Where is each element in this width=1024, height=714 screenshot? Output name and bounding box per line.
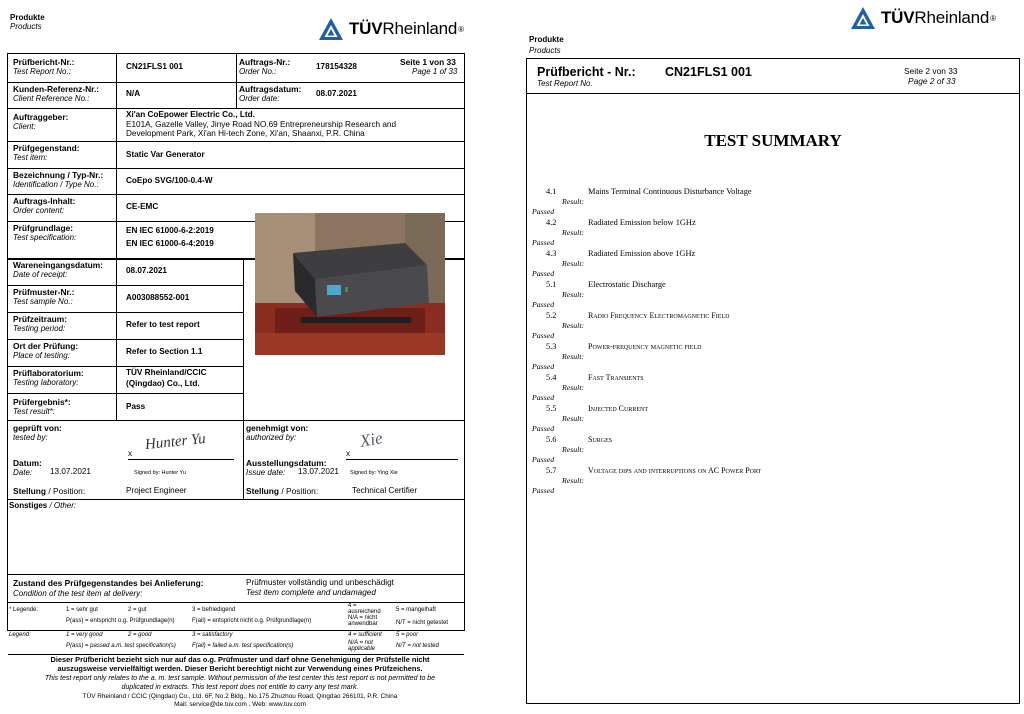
summary-result-label: Result:: [562, 259, 585, 268]
testing-period-value: Refer to test report: [126, 320, 200, 329]
logo-registered: ®: [990, 13, 997, 23]
signature-tested: Hunter Yu: [144, 430, 207, 454]
condition-label: Zustand des Prüfgegenstandes bei Anlieferung:: [13, 578, 204, 588]
footer-address: TÜV Rheinland / CCIC (Qingdao) Co., Ltd. 6F, No.2 Bldg., No.175 Zhuzhou Road, Qingdao 266101, P.R. China: [82, 693, 398, 700]
report-no-label-en-p2: Test Report No.: [537, 79, 593, 88]
condition-label-en: Condition of the test item at delivery:: [13, 589, 143, 598]
testing-lab-value-2: (Qingdao) Co., Ltd.: [126, 379, 200, 388]
logo-rheinland: Rheinland: [382, 19, 458, 38]
summary-item-name: Radiated Emission below 1GHz: [588, 218, 696, 227]
order-no-label-en: Order No.:: [239, 67, 277, 76]
date-label: Datum:: [13, 458, 42, 468]
summary-item-name: Fast Transients: [588, 373, 644, 382]
test-result-label-en: Test result*:: [13, 407, 55, 416]
summary-result-value: Passed: [532, 362, 555, 371]
legend-de-2: 2 = gut: [128, 607, 147, 613]
order-date-label-en: Order date:: [239, 94, 280, 103]
test-spec-label: Prüfgrundlage:: [13, 223, 74, 233]
report-cover-page: [0, 0, 480, 714]
legend-en-fail: F(ail) = failed a.m. test specification(s): [192, 643, 294, 649]
page-of-label-en: Page 1 of 33: [412, 67, 458, 76]
position-label-1: Stellung / Position:: [13, 486, 86, 496]
testing-period-label: Prüfzeitraum:: [13, 314, 67, 324]
order-content-label-en: Order content:: [13, 206, 65, 215]
summary-result-value: Passed: [532, 393, 555, 402]
position-label-2: Stellung / Position:: [246, 486, 319, 496]
summary-item: [546, 311, 729, 321]
signed-by-tested: Signed by: Hunter Yu: [134, 470, 186, 476]
summary-item-number: 5.1: [546, 280, 557, 289]
test-spec-value-1: EN IEC 61000-6-2:2019: [126, 226, 214, 235]
authorized-by-label: genehmigt von:: [246, 423, 309, 433]
legend-de-1: 1 = sehr gut: [66, 607, 98, 613]
legend-de-nt: N/T = nicht getestet: [396, 620, 449, 626]
test-item-photo: [255, 213, 445, 355]
summary-item-number: 5.2: [546, 311, 557, 320]
date-value: 13.07.2021: [50, 467, 91, 476]
summary-item: [546, 404, 648, 414]
client-label: Auftraggeber:: [13, 112, 69, 122]
order-content-value: CE-EMC: [126, 202, 159, 211]
client-ref-value: N/A: [126, 89, 141, 98]
condition-value: Prüfmuster vollständig und unbeschädigt: [246, 578, 394, 587]
logo-registered: ®: [458, 24, 465, 34]
summary-item: [546, 280, 666, 290]
tuv-triangle-icon: [850, 6, 876, 30]
summary-item-number: 5.4: [546, 373, 557, 382]
client-label-en: Client:: [13, 122, 36, 131]
summary-result-label: Result:: [562, 414, 585, 423]
summary-result-label: Result:: [562, 197, 585, 206]
summary-item-name: Radiated Emission above 1GHz: [588, 249, 696, 258]
products-label-p2: Produkte: [529, 35, 564, 44]
client-ref-label: Kunden-Referenz-Nr.:: [13, 84, 100, 94]
legend-en-4: 4 = sufficient: [348, 632, 382, 638]
summary-item-name: Injected Current: [588, 404, 648, 413]
test-item-label-en: Test item:: [13, 153, 48, 162]
place-of-testing-label: Ort der Prüfung:: [13, 341, 79, 351]
legend-de-na: N/A = nicht anwendbar: [348, 615, 378, 627]
page-of-label: Seite 1 von 33: [400, 57, 456, 67]
testing-lab-label-en: Testing laboratory:: [13, 378, 79, 387]
test-item-value: Static Var Generator: [126, 150, 205, 159]
footer-contact: Mail: service@de.tuv.com , Web: www.tuv.com: [174, 701, 306, 708]
tested-by-label: geprüft von:: [13, 423, 62, 433]
summary-result-value: Passed: [532, 424, 555, 433]
summary-item-number: 5.6: [546, 435, 557, 444]
disclaimer-en-line2: duplicated in extracts. This test report does not entitle to carry any test mark.: [121, 684, 359, 691]
legend-de-5: 5 = mangelhaft: [396, 607, 436, 613]
summary-result-value: Passed: [532, 455, 555, 464]
summary-item: [546, 249, 695, 259]
products-label-en: Products: [10, 22, 42, 31]
summary-item-number: 5.7: [546, 466, 557, 475]
summary-result-label: Result:: [562, 445, 585, 454]
summary-item-number: 4.2: [546, 218, 557, 227]
summary-item-number: 4.1: [546, 187, 557, 196]
legend-en-3: 3 = satisfactory: [192, 632, 233, 638]
order-date-value: 08.07.2021: [316, 89, 357, 98]
report-no-value: CN21FLS1 001: [126, 62, 183, 71]
summary-item: [546, 435, 612, 445]
test-spec-label-en: Test specification:: [13, 233, 77, 242]
identification-label-en: Identification / Type No.:: [13, 180, 99, 189]
issue-date-label: Ausstellungsdatum:: [246, 458, 327, 468]
summary-item-name: Power-frequency magnetic field: [588, 342, 702, 351]
products-label-en-p2: Products: [529, 46, 561, 55]
test-result-label: Prüfergebnis*:: [13, 397, 71, 407]
report-no-label-en: Test Report No.:: [13, 67, 71, 76]
receipt-date-label-en: Date of receipt:: [13, 270, 68, 279]
summary-title: TEST SUMMARY: [704, 131, 842, 150]
legend-de-3: 3 = befriedigend: [192, 607, 236, 613]
summary-item: [546, 466, 761, 476]
summary-item: [546, 373, 644, 383]
logo-tuv: TÜV: [349, 19, 383, 38]
issue-date-label-en: Issue date:: [246, 468, 286, 477]
order-no-value: 178154328: [316, 62, 357, 71]
receipt-date-label: Wareneingangsdatum:: [13, 260, 103, 270]
summary-result-value: Passed: [532, 238, 555, 247]
summary-item: [546, 342, 701, 352]
disclaimer-de-line2: auszugsweise vervielfältigt werden. Dieser Bericht berechtigt nicht zur Verwendung eines Prüfzeichens.: [57, 664, 423, 673]
report-no-value-p2: CN21FLS1 001: [665, 65, 752, 79]
summary-item-number: 5.5: [546, 404, 557, 413]
legend-de-pass: P(ass) = entspricht o.g. Prüfgrundlage(n): [66, 618, 175, 624]
testing-lab-label: Prüflaboratorium:: [13, 368, 84, 378]
legend-en-1: 1 = very good: [66, 632, 103, 638]
logo-tuv: TÜV: [881, 8, 915, 27]
report-no-label-p2: Prüfbericht - Nr.:: [537, 65, 636, 79]
summary-result-label: Result:: [562, 476, 585, 485]
test-item-label: Prüfgegenstand:: [13, 143, 80, 153]
summary-item-name: Surges: [588, 435, 613, 444]
legend-en-na: N/A = not applicable: [348, 640, 376, 652]
testing-period-label-en: Testing period:: [13, 324, 66, 333]
logo-rheinland: Rheinland: [914, 8, 990, 27]
disclaimer-de-line1: Dieser Prüfbericht bezieht sich nur auf das o.g. Prüfmuster und darf ohne Genehmigung der Prüfstelle nicht: [50, 655, 430, 664]
test-result-value: Pass: [126, 402, 146, 411]
position-value-1: Project Engineer: [126, 486, 187, 495]
summary-result-value: Passed: [532, 486, 555, 495]
summary-result-value: Passed: [532, 207, 555, 216]
test-spec-value-2: EN IEC 61000-6-4:2019: [126, 239, 214, 248]
summary-item: [546, 187, 752, 197]
summary-item-number: 4.3: [546, 249, 557, 258]
testing-lab-value-1: TÜV Rheinland/CCIC: [126, 368, 207, 377]
test-summary-page: [522, 0, 1024, 714]
place-of-testing-value: Refer to Section 1.1: [126, 347, 203, 356]
summary-result-label: Result:: [562, 228, 585, 237]
issue-date-value: 13.07.2021: [298, 467, 339, 476]
summary-item-name: Electrostatic Discharge: [588, 280, 666, 289]
legend-label-en: Legend:: [9, 632, 31, 638]
legend-en-2: 2 = good: [128, 632, 152, 638]
legend-de-4: 4 = ausreichend: [348, 603, 381, 615]
page-of-label-p2: Seite 2 von 33: [904, 66, 958, 76]
identification-label: Bezeichnung / Typ-Nr.:: [13, 170, 104, 180]
receipt-date-value: 08.07.2021: [126, 266, 167, 275]
position-value-2: Technical Certifier: [352, 486, 418, 495]
report-no-label: Prüfbericht-Nr.:: [13, 57, 75, 67]
tested-x-mark: x: [128, 449, 133, 458]
legend-en-pass: P(ass) = passed a.m. test specification(s): [66, 643, 176, 649]
summary-result-label: Result:: [562, 383, 585, 392]
summary-result-value: Passed: [532, 331, 555, 340]
page-of-label-en-p2: Page 2 of 33: [908, 76, 956, 86]
summary-result-value: Passed: [532, 269, 555, 278]
disclaimer-en-line1: This test report only relates to the a. m. test sample. Without permission of the test center this test report is not permitted to be: [44, 675, 436, 682]
summary-item-name: Radio Frequency Electromagnetic Field: [588, 311, 730, 320]
tuv-logo: [318, 17, 464, 41]
summary-item-number: 5.3: [546, 342, 557, 351]
summary-result-label: Result:: [562, 290, 585, 299]
place-of-testing-label-en: Place of testing:: [13, 351, 70, 360]
legend-en-5: 5 = poor: [396, 632, 419, 638]
summary-result-value: Passed: [532, 300, 555, 309]
sample-no-value: A003088552-001: [126, 293, 190, 302]
order-date-label: Auftragsdatum:: [239, 84, 302, 94]
client-name: Xi'an CoEpower Electric Co., Ltd.: [126, 110, 255, 119]
summary-result-label: Result:: [562, 352, 585, 361]
legend-en-nt: N/T = not tested: [396, 643, 439, 649]
other-label: Sonstiges / Other:: [9, 501, 77, 510]
tested-by-label-en: tested by:: [13, 433, 48, 442]
identification-value: CoEpo SVG/100-0.4-W: [126, 176, 213, 185]
client-address-line2: Development Park, Xi'an Hi-tech Zone, Xi'an, Shaanxi, P.R. China: [126, 129, 365, 138]
client-ref-label-en: Client Reference No.:: [13, 94, 90, 103]
summary-result-label: Result:: [562, 321, 585, 330]
condition-value-en: Test item complete and undamaged: [246, 588, 376, 597]
legend-label-de: * Legende:: [9, 607, 39, 613]
tuv-triangle-icon: [318, 17, 344, 41]
summary-item-name: Mains Terminal Continuous Disturbance Voltage: [588, 187, 752, 196]
signed-by-authorized: Signed by: Ying Xie: [350, 470, 398, 476]
tuv-logo-page2: [850, 6, 996, 30]
sample-no-label-en: Test sample No.:: [13, 297, 73, 306]
products-label: Produkte: [10, 13, 45, 22]
date-label-en: Date:: [13, 468, 33, 477]
authorized-by-label-en: authorized by:: [246, 433, 297, 442]
client-address-line1: E101A, Gazelle Valley, Jinye Road NO.69 Entrepreneurship Research and: [126, 120, 397, 129]
authorized-x-mark: x: [346, 449, 351, 458]
legend-de-fail: F(ail) = entspricht nicht o.g. Prüfgrundlage(n): [192, 618, 312, 624]
order-no-label: Auftrags-Nr.:: [239, 57, 291, 67]
order-content-label: Auftrags-Inhalt:: [13, 196, 76, 206]
sample-no-label: Prüfmuster-Nr.:: [13, 287, 75, 297]
summary-item-name: Voltage dips and interruptions on AC Power Port: [588, 466, 762, 475]
summary-item: [546, 218, 696, 228]
signature-authorized: Xie: [358, 428, 385, 451]
